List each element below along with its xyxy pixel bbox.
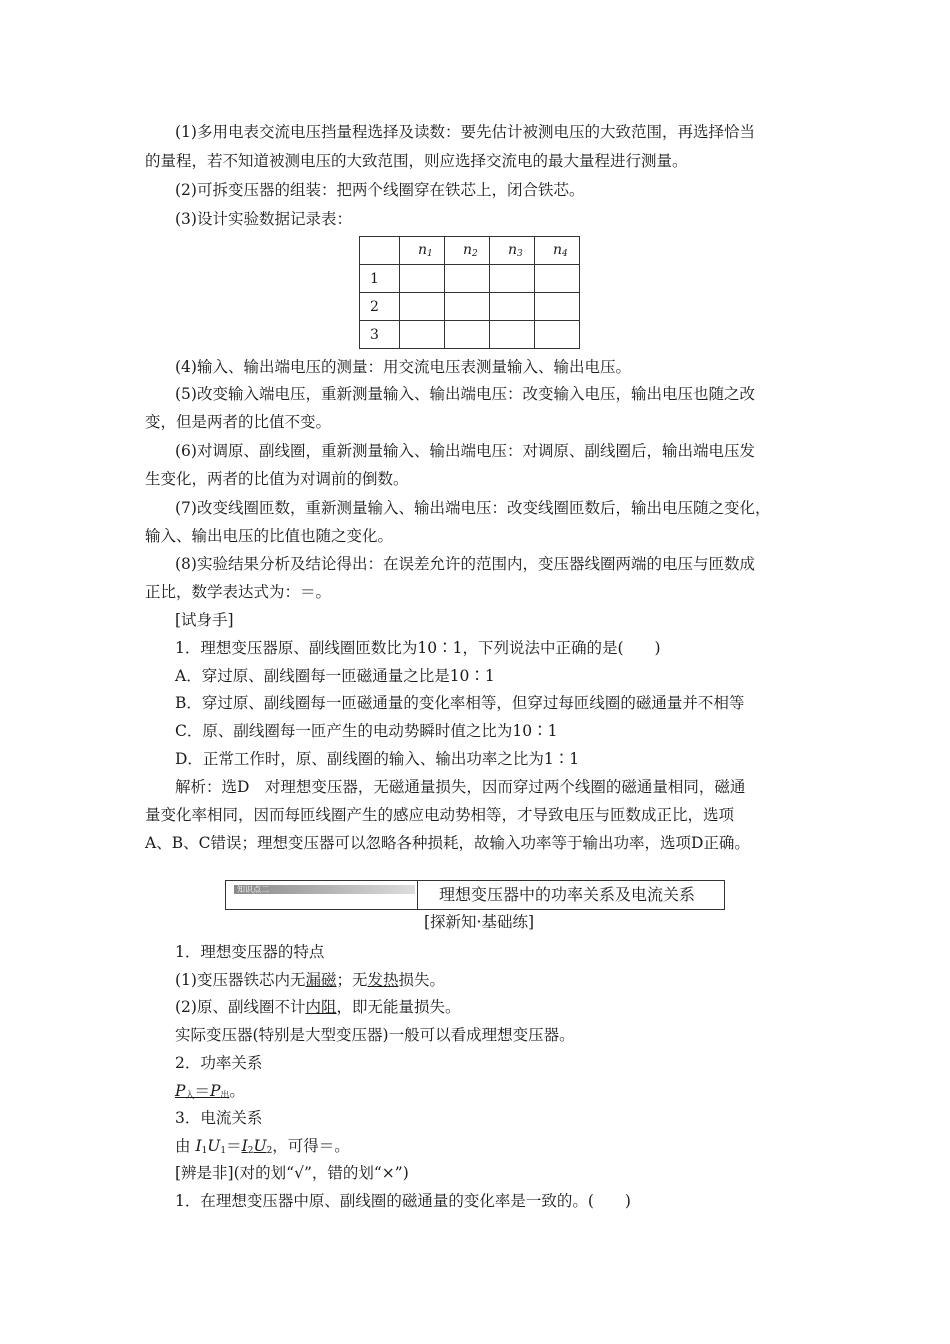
item-1-line-2: 的量程，若不知道被测电压的大致范围，则应选择交流电的最大量程进行测量。 <box>145 152 688 170</box>
row-label: 2 <box>360 293 400 321</box>
row-label: 3 <box>360 321 400 349</box>
section-subtitle: [探新知·基础练] <box>424 913 535 931</box>
section-title-bar <box>225 880 725 910</box>
item-7-line-2: 输入、输出电压的比值也随之变化。 <box>145 527 394 545</box>
table-cell <box>445 265 490 293</box>
item-7-line-1: (7)改变线圈匝数，重新测量输入、输出端电压：改变线圈匝数后，输出电压随之变化， <box>175 499 771 517</box>
table-header-n3: n3 <box>490 237 535 265</box>
item-2: (2)可拆变压器的组装：把两个线圈穿在铁芯上，闭合铁芯。 <box>175 181 585 199</box>
analysis-line-1: 解析：选D 对理想变压器，无磁通量损失，因而穿过两个线圈的磁通量相同，磁通 <box>175 778 746 796</box>
row-label: 1 <box>360 265 400 293</box>
heading-current: 3．电流关系 <box>175 1109 263 1127</box>
option-d: D．正常工作时，原、副线圈的输入、输出功率之比为1∶1 <box>175 750 580 768</box>
item-4: (4)输入、输出端电压的测量：用交流电压表测量输入、输出电压。 <box>175 358 631 376</box>
table-header-row <box>360 237 580 265</box>
item-8-line-2: 正比，数学表达式为：＝。 <box>145 583 332 601</box>
item-6-line-2: 生变化，两者的比值为对调前的倒数。 <box>145 470 409 488</box>
table-cell <box>490 265 535 293</box>
option-b: B．穿过原、副线圈每一匝磁通量的变化率相等，但穿过每匝线圈的磁通量并不相等 <box>175 694 745 712</box>
feature-1: (1)变压器铁芯内无漏磁；无发热损失。 <box>175 971 446 989</box>
item-5-line-1: (5)改变输入端电压，重新测量输入、输出端电压：改变输入电压，输出电压也随之改 <box>175 385 755 403</box>
heading-power: 2．功率关系 <box>175 1054 263 1072</box>
table-row <box>360 293 580 321</box>
heading-features: 1．理想变压器的特点 <box>175 943 325 961</box>
judge-heading: [辨是非](对的划“√”，错的划“×”) <box>175 1164 409 1182</box>
practice-heading: [试身手] <box>175 611 234 629</box>
table-cell <box>490 293 535 321</box>
item-3: (3)设计实验数据记录表： <box>175 210 352 228</box>
table-cell <box>535 321 580 349</box>
section-title: 理想变压器中的功率关系及电流关系 <box>439 885 696 904</box>
table-row <box>360 265 580 293</box>
option-c: C．原、副线圈每一匝产生的电动势瞬时值之比为10∶1 <box>175 722 558 740</box>
item-8-line-1: (8)实验结果分析及结论得出：在误差允许的范围内，变压器线圈两端的电压与匝数成 <box>175 555 755 573</box>
item-1-line-1: (1)多用电表交流电压挡量程选择及读数：要先估计被测电压的大致范围，再选择恰当 <box>175 123 755 141</box>
table-row <box>360 321 580 349</box>
feature-note: 实际变压器(特别是大型变压器)一般可以看成理想变压器。 <box>175 1026 575 1044</box>
table-header-n2: n2 <box>445 237 490 265</box>
table-cell <box>535 265 580 293</box>
judge-item-1: 1．在理想变压器中原、副线圈的磁通量的变化率是一致的。( ) <box>175 1192 631 1210</box>
data-record-table <box>359 236 580 349</box>
table-cell <box>360 237 400 265</box>
item-5-line-2: 变，但是两者的比值不变。 <box>145 413 332 431</box>
option-a: A．穿过原、副线圈每一匝磁通量之比是10∶1 <box>175 667 495 685</box>
current-relation: 由 I1U1＝I2U2，可得＝。 <box>175 1137 350 1156</box>
analysis-line-2: 量变化率相同，因而每匝线圈产生的感应电动势相等，才导致电压与匝数成正比，选项 <box>145 806 735 824</box>
analysis-line-3: A、B、C错误；理想变压器可以忽略各种损耗，故输入功率等于输出功率，选项D正确。 <box>145 834 750 852</box>
question-1: 1．理想变压器原、副线圈匝数比为10∶1，下列说法中正确的是( ) <box>175 639 661 657</box>
feature-2: (2)原、副线圈不计内阻，即无能量损失。 <box>175 998 461 1016</box>
table-header-n4: n4 <box>535 237 580 265</box>
table-cell <box>445 321 490 349</box>
power-relation: P入＝P出。 <box>175 1082 245 1101</box>
table-cell <box>445 293 490 321</box>
table-cell <box>400 265 445 293</box>
table-cell <box>400 321 445 349</box>
section-tag: 知识点二 <box>234 885 415 894</box>
table-header-n1: n1 <box>400 237 445 265</box>
table-cell <box>535 293 580 321</box>
table-cell <box>490 321 535 349</box>
item-6-line-1: (6)对调原、副线圈，重新测量输入、输出端电压：对调原、副线圈后，输出端电压发 <box>175 442 755 460</box>
divider <box>417 881 418 909</box>
table-cell <box>400 293 445 321</box>
